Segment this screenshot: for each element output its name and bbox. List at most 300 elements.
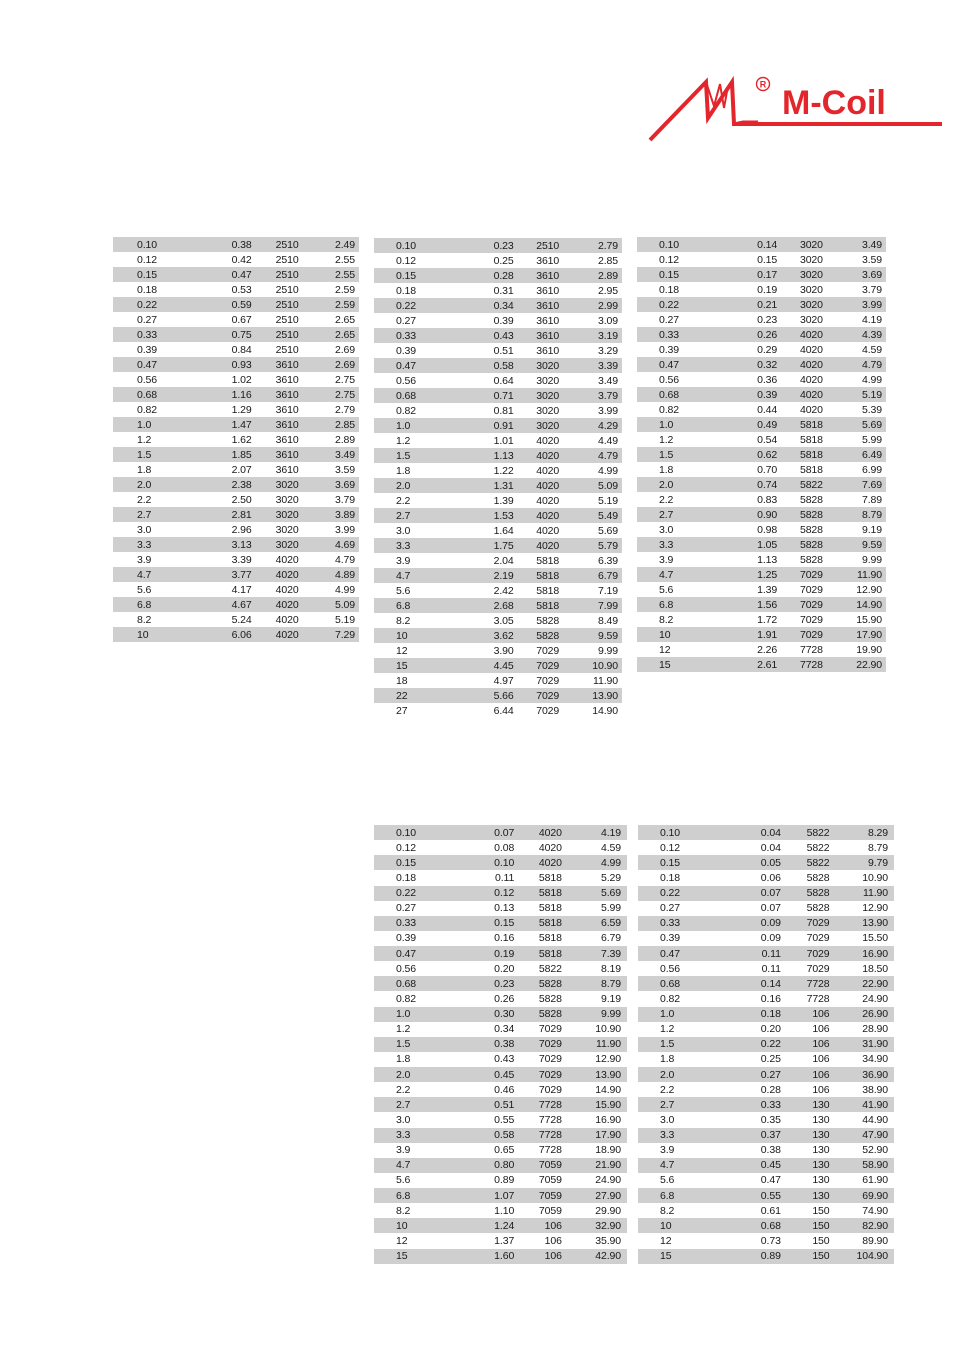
resistance-value: 1.47 — [231, 418, 252, 431]
table-row — [113, 402, 359, 417]
table-row — [637, 282, 886, 297]
table-row — [638, 1173, 894, 1188]
size-code: 7059 — [538, 1174, 562, 1187]
price-value: 44.90 — [862, 1113, 889, 1126]
table-row — [113, 447, 359, 462]
price-value: 8.19 — [600, 962, 621, 975]
inductance-value: 0.82 — [396, 992, 417, 1005]
price-value: 3.49 — [597, 374, 618, 387]
table-row — [374, 238, 622, 253]
price-value: 74.90 — [862, 1204, 889, 1217]
resistance-value: 2.04 — [493, 554, 514, 567]
table-row — [374, 1128, 627, 1143]
price-value: 5.19 — [861, 388, 882, 401]
size-code: 4020 — [536, 539, 560, 552]
resistance-value: 6.06 — [231, 628, 252, 641]
inductance-value: 22 — [396, 689, 408, 702]
table-row — [638, 1082, 894, 1097]
inductor-table-3 — [637, 237, 886, 672]
size-code: 106 — [812, 1083, 830, 1096]
size-code: 5822 — [806, 841, 830, 854]
inductance-value: 15 — [659, 658, 671, 671]
size-code: 3020 — [799, 253, 823, 266]
price-value: 9.19 — [600, 992, 621, 1005]
table-row — [374, 1249, 627, 1264]
resistance-value: 0.12 — [494, 887, 515, 900]
price-value: 32.90 — [595, 1219, 621, 1232]
resistance-value: 1.13 — [493, 449, 514, 462]
inductance-value: 2.7 — [396, 509, 411, 522]
table-row — [374, 886, 627, 901]
price-value: 11.90 — [593, 674, 618, 687]
resistance-value: 0.34 — [494, 1023, 515, 1036]
size-code: 106 — [544, 1219, 562, 1232]
size-code: 7029 — [806, 947, 830, 960]
table-row — [638, 1218, 894, 1233]
inductance-value: 0.27 — [137, 313, 158, 326]
size-code: 130 — [812, 1189, 830, 1202]
table-row — [637, 597, 886, 612]
resistance-value: 5.24 — [231, 613, 252, 626]
resistance-value: 0.55 — [494, 1113, 515, 1126]
size-code: 3610 — [536, 254, 560, 267]
price-value: 14.90 — [595, 1083, 621, 1096]
inductance-value: 0.33 — [660, 917, 681, 930]
table-row — [638, 1097, 894, 1112]
inductance-value: 0.27 — [396, 902, 417, 915]
inductance-value: 1.8 — [396, 464, 411, 477]
table-row — [374, 628, 622, 643]
price-value: 4.99 — [861, 373, 882, 386]
size-code: 4020 — [275, 583, 299, 596]
table-row — [113, 282, 359, 297]
price-value: 58.90 — [862, 1159, 889, 1172]
size-code: 7728 — [538, 1113, 562, 1126]
size-code: 7728 — [538, 1098, 562, 1111]
inductance-value: 0.47 — [660, 947, 681, 960]
inductance-value: 2.2 — [137, 493, 152, 506]
inductance-value: 0.22 — [660, 887, 681, 900]
resistance-value: 1.85 — [231, 448, 252, 461]
price-value: 14.90 — [592, 704, 618, 717]
price-value: 12.90 — [595, 1053, 621, 1066]
table-row — [374, 448, 622, 463]
table-row — [637, 357, 886, 372]
price-value: 5.19 — [597, 494, 618, 507]
price-value: 4.99 — [334, 583, 355, 596]
resistance-value: 0.15 — [494, 917, 515, 930]
resistance-value: 4.17 — [231, 583, 252, 596]
size-code: 5828 — [538, 992, 562, 1005]
resistance-value: 0.16 — [494, 932, 515, 945]
size-code: 5818 — [536, 599, 560, 612]
brand-name: M-Coil — [782, 84, 886, 122]
price-value: 4.39 — [861, 328, 882, 341]
table-row — [638, 946, 894, 961]
table-row — [374, 463, 622, 478]
size-code: 5818 — [538, 887, 562, 900]
size-code: 3610 — [275, 373, 299, 386]
table-row — [374, 1158, 627, 1173]
price-value: 2.65 — [334, 328, 355, 341]
table-row — [374, 991, 627, 1006]
inductance-value: 0.56 — [660, 962, 681, 975]
inductance-value: 2.0 — [137, 478, 152, 491]
price-value: 27.90 — [595, 1189, 621, 1202]
table-row — [374, 840, 627, 855]
resistance-value: 1.07 — [494, 1189, 515, 1202]
inductance-value: 4.7 — [137, 568, 152, 581]
size-code: 106 — [812, 1038, 830, 1051]
resistance-value: 0.38 — [231, 238, 252, 251]
price-value: 15.90 — [595, 1098, 621, 1111]
inductance-value: 1.5 — [659, 448, 674, 461]
table-row — [374, 1233, 627, 1248]
table-row — [374, 613, 622, 628]
resistance-value: 0.28 — [760, 1083, 781, 1096]
resistance-value: 0.19 — [494, 947, 515, 960]
size-code: 5828 — [799, 553, 823, 566]
price-value: 5.49 — [597, 509, 618, 522]
size-code: 106 — [544, 1234, 562, 1247]
table-row — [113, 597, 359, 612]
inductor-table-2 — [374, 238, 622, 719]
table-row — [638, 1112, 894, 1127]
price-value: 5.69 — [600, 887, 621, 900]
price-value: 5.69 — [861, 418, 882, 431]
price-value: 17.90 — [595, 1129, 621, 1142]
size-code: 5828 — [799, 493, 823, 506]
price-value: 15.90 — [856, 613, 882, 626]
size-code: 4020 — [536, 494, 560, 507]
table-row — [638, 1037, 894, 1052]
resistance-value: 1.02 — [231, 373, 252, 386]
resistance-value: 0.18 — [760, 1008, 781, 1021]
size-code: 4020 — [799, 373, 823, 386]
resistance-value: 0.06 — [760, 871, 781, 884]
resistance-value: 0.28 — [493, 269, 514, 282]
size-code: 7059 — [538, 1204, 562, 1217]
size-code: 5818 — [536, 584, 560, 597]
size-code: 5818 — [538, 871, 562, 884]
inductance-value: 3.0 — [660, 1113, 675, 1126]
table-row — [638, 1022, 894, 1037]
price-value: 61.90 — [862, 1174, 889, 1187]
resistance-value: 0.46 — [494, 1083, 515, 1096]
table-row — [374, 946, 627, 961]
table-row — [374, 1218, 627, 1233]
size-code: 5818 — [536, 569, 560, 582]
inductance-value: 4.7 — [396, 1159, 411, 1172]
table-row — [374, 1203, 627, 1218]
table-row — [113, 507, 359, 522]
table-row — [637, 507, 886, 522]
size-code: 4020 — [275, 553, 299, 566]
inductance-value: 3.3 — [660, 1129, 675, 1142]
price-value: 2.69 — [334, 358, 355, 371]
price-value: 6.39 — [597, 554, 618, 567]
inductance-value: 0.39 — [396, 932, 417, 945]
size-code: 7728 — [799, 643, 823, 656]
inductance-value: 1.8 — [659, 463, 674, 476]
resistance-value: 0.43 — [493, 329, 514, 342]
price-value: 10.90 — [862, 871, 889, 884]
price-value: 35.90 — [595, 1234, 621, 1247]
price-value: 4.79 — [597, 449, 618, 462]
inductance-value: 0.15 — [396, 856, 417, 869]
size-code: 3610 — [275, 388, 299, 401]
price-value: 15.50 — [862, 932, 889, 945]
inductance-value: 6.8 — [660, 1189, 675, 1202]
size-code: 7029 — [799, 583, 823, 596]
inductance-value: 0.68 — [396, 389, 417, 402]
price-value: 12.90 — [862, 902, 889, 915]
size-code: 5828 — [806, 871, 830, 884]
resistance-value: 0.45 — [760, 1159, 781, 1172]
size-code: 3020 — [799, 283, 823, 296]
size-code: 5822 — [538, 962, 562, 975]
resistance-value: 0.80 — [494, 1159, 515, 1172]
resistance-value: 1.39 — [493, 494, 514, 507]
size-code: 7029 — [538, 1053, 562, 1066]
resistance-value: 0.54 — [757, 433, 778, 446]
price-value: 4.79 — [334, 553, 355, 566]
price-value: 2.85 — [334, 418, 355, 431]
price-value: 2.55 — [334, 268, 355, 281]
table-row — [374, 658, 622, 673]
size-code: 3610 — [275, 358, 299, 371]
inductance-value: 12 — [396, 1234, 408, 1247]
price-value: 89.90 — [862, 1234, 889, 1247]
inductance-value: 3.0 — [396, 524, 411, 537]
price-value: 3.09 — [597, 314, 618, 327]
table-row — [374, 1097, 627, 1112]
price-value: 2.59 — [334, 283, 355, 296]
inductance-value: 0.15 — [396, 269, 417, 282]
resistance-value: 0.30 — [494, 1008, 515, 1021]
table-row — [374, 703, 622, 718]
price-value: 12.90 — [856, 583, 882, 596]
inductance-value: 3.9 — [659, 553, 674, 566]
table-row — [637, 642, 886, 657]
inductance-value: 4.7 — [396, 569, 411, 582]
resistance-value: 0.71 — [493, 389, 514, 402]
size-code: 5828 — [536, 614, 560, 627]
resistance-value: 0.25 — [760, 1053, 781, 1066]
table-row — [113, 237, 359, 252]
size-code: 3020 — [275, 538, 299, 551]
resistance-value: 1.91 — [757, 628, 778, 641]
price-value: 6.79 — [597, 569, 618, 582]
price-value: 9.99 — [597, 644, 618, 657]
size-code: 4020 — [538, 841, 562, 854]
price-value: 7.69 — [861, 478, 882, 491]
table-row — [374, 298, 622, 313]
price-value: 9.99 — [600, 1008, 621, 1021]
resistance-value: 0.47 — [231, 268, 252, 281]
size-code: 7059 — [538, 1189, 562, 1202]
size-code: 4020 — [799, 388, 823, 401]
size-code: 5818 — [536, 554, 560, 567]
size-code: 7029 — [536, 674, 560, 687]
resistance-value: 0.91 — [493, 419, 514, 432]
resistance-value: 3.13 — [231, 538, 252, 551]
resistance-value: 0.38 — [494, 1038, 515, 1051]
inductance-value: 1.8 — [137, 463, 152, 476]
inductance-value: 15 — [396, 659, 408, 672]
price-value: 7.89 — [861, 493, 882, 506]
table-row — [374, 553, 622, 568]
price-value: 4.59 — [600, 841, 621, 854]
size-code: 3020 — [536, 359, 560, 372]
price-value: 2.75 — [334, 373, 355, 386]
table-row — [374, 1143, 627, 1158]
price-value: 5.79 — [597, 539, 618, 552]
size-code: 3610 — [275, 433, 299, 446]
inductance-value: 0.10 — [396, 239, 417, 252]
inductance-value: 2.0 — [660, 1068, 675, 1081]
m-coil-logo-mark — [648, 72, 943, 144]
resistance-value: 0.55 — [760, 1189, 781, 1202]
inductance-value: 1.5 — [137, 448, 152, 461]
resistance-value: 0.58 — [494, 1129, 515, 1142]
inductance-value: 0.68 — [659, 388, 680, 401]
table-row — [374, 1052, 627, 1067]
table-row — [638, 870, 894, 885]
inductance-value: 0.22 — [396, 299, 417, 312]
size-code: 7728 — [538, 1129, 562, 1142]
price-value: 2.49 — [334, 238, 355, 251]
inductance-value: 10 — [659, 628, 671, 641]
inductance-value: 8.2 — [660, 1204, 675, 1217]
size-code: 7029 — [538, 1038, 562, 1051]
inductance-value: 2.2 — [396, 494, 411, 507]
table-row — [374, 688, 622, 703]
inductance-value: 15 — [396, 1250, 408, 1263]
resistance-value: 0.68 — [760, 1219, 781, 1232]
resistance-value: 1.62 — [231, 433, 252, 446]
table-row — [637, 252, 886, 267]
table-row — [113, 492, 359, 507]
inductance-value: 0.27 — [660, 902, 681, 915]
size-code: 3610 — [536, 269, 560, 282]
table-row — [113, 627, 359, 642]
price-value: 6.49 — [861, 448, 882, 461]
inductance-value: 3.3 — [396, 1129, 411, 1142]
table-row — [637, 372, 886, 387]
price-value: 16.90 — [595, 1113, 621, 1126]
inductance-value: 0.22 — [137, 298, 158, 311]
inductance-value: 0.39 — [660, 932, 681, 945]
inductance-value: 0.47 — [137, 358, 158, 371]
size-code: 3610 — [275, 463, 299, 476]
resistance-value: 0.93 — [231, 358, 252, 371]
inductance-value: 0.33 — [137, 328, 158, 341]
resistance-value: 0.11 — [494, 871, 515, 884]
resistance-value: 2.68 — [493, 599, 514, 612]
inductance-value: 0.68 — [396, 977, 417, 990]
table-row — [637, 492, 886, 507]
size-code: 3020 — [275, 508, 299, 521]
table-row — [374, 673, 622, 688]
table-row — [637, 522, 886, 537]
price-value: 42.90 — [595, 1250, 621, 1263]
table-row — [374, 976, 627, 991]
inductance-value: 0.82 — [396, 404, 417, 417]
table-row — [637, 327, 886, 342]
table-row — [638, 961, 894, 976]
resistance-value: 0.58 — [493, 359, 514, 372]
size-code: 7029 — [799, 598, 823, 611]
size-code: 3610 — [275, 403, 299, 416]
price-value: 4.19 — [861, 313, 882, 326]
inductance-value: 2.7 — [659, 508, 674, 521]
size-code: 130 — [812, 1129, 830, 1142]
inductance-value: 2.7 — [396, 1098, 411, 1111]
inductance-value: 4.7 — [659, 568, 674, 581]
resistance-value: 0.45 — [494, 1068, 515, 1081]
price-value: 2.99 — [597, 299, 618, 312]
table-row — [113, 537, 359, 552]
price-value: 3.79 — [334, 493, 355, 506]
price-value: 10.90 — [592, 659, 618, 672]
size-code: 7728 — [806, 992, 830, 1005]
inductance-value: 0.12 — [659, 253, 680, 266]
resistance-value: 4.67 — [231, 598, 252, 611]
table-row — [638, 976, 894, 991]
inductance-value: 3.9 — [396, 554, 411, 567]
size-code: 3610 — [536, 314, 560, 327]
resistance-value: 0.44 — [757, 403, 778, 416]
size-code: 7029 — [799, 628, 823, 641]
inductance-value: 0.22 — [396, 887, 417, 900]
table-row — [374, 328, 622, 343]
table-row — [637, 612, 886, 627]
size-code: 3610 — [275, 418, 299, 431]
price-value: 3.29 — [597, 344, 618, 357]
table-row — [638, 1052, 894, 1067]
price-value: 9.19 — [861, 523, 882, 536]
size-code: 150 — [812, 1234, 830, 1247]
resistance-value: 2.38 — [231, 478, 252, 491]
price-value: 21.90 — [595, 1159, 621, 1172]
price-value: 19.90 — [856, 643, 882, 656]
table-row — [638, 886, 894, 901]
resistance-value: 0.22 — [760, 1038, 781, 1051]
inductance-value: 1.2 — [137, 433, 152, 446]
price-value: 5.19 — [334, 613, 355, 626]
size-code: 3610 — [536, 299, 560, 312]
table-row — [113, 552, 359, 567]
size-code: 7029 — [806, 932, 830, 945]
table-row — [113, 357, 359, 372]
resistance-value: 0.07 — [760, 887, 781, 900]
table-row — [113, 612, 359, 627]
resistance-value: 0.75 — [231, 328, 252, 341]
table-row — [638, 1188, 894, 1203]
inductance-value: 1.0 — [659, 418, 674, 431]
resistance-value: 0.74 — [757, 478, 778, 491]
inductance-value: 0.22 — [659, 298, 680, 311]
inductance-value: 0.56 — [137, 373, 158, 386]
inductance-value: 0.47 — [659, 358, 680, 371]
table-row — [374, 961, 627, 976]
size-code: 7029 — [536, 689, 560, 702]
size-code: 5828 — [799, 508, 823, 521]
price-value: 4.69 — [334, 538, 355, 551]
table-row — [638, 1143, 894, 1158]
price-value: 104.90 — [856, 1250, 889, 1263]
